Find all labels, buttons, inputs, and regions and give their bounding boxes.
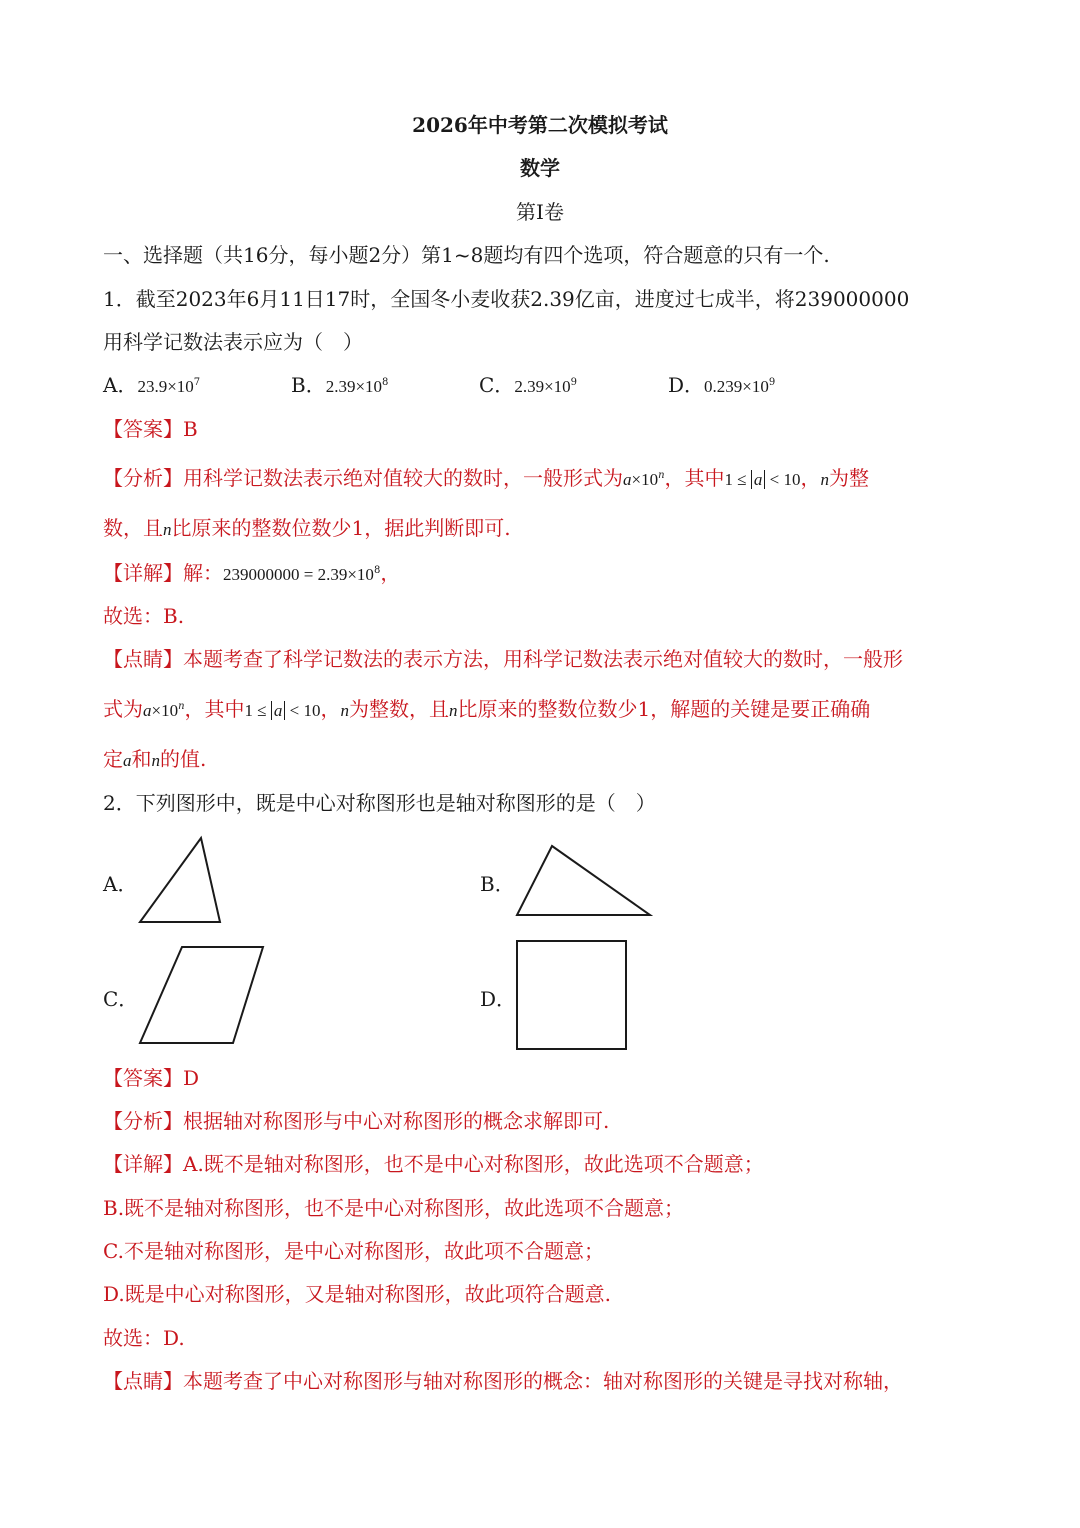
q1-option-a[interactable]: A．$23.9\times 10^7$ (103, 373, 201, 397)
section-heading: 一、选择题（共16分，每小题2分）第1~8题均有四个选项，符合题意的只有一个. (103, 243, 830, 267)
q2-option-b-label[interactable]: B． (480, 872, 515, 896)
exam-title: 2026年中考第二次模拟考试 (412, 113, 668, 137)
q1-analysis-line1: 【分析】用科学记数法表示绝对值较大的数时，一般形式为$a\times 10^n$，其中1 ≤ a < 10，n为整 (103, 466, 869, 490)
q2-stem: 2．下列图形中，既是中心对称图形也是轴对称图形的是（ ） (103, 791, 656, 815)
volume-title: 第Ⅰ卷 (516, 200, 564, 224)
q2-option-c-label[interactable]: C． (103, 987, 139, 1011)
q1-option-c[interactable]: C．$2.39\times 10^9$ (479, 373, 578, 397)
q1-stem-line1: 1．截至2023年6月11日17时，全国冬小麦收获2.39亿亩，进度过七成半，将239000000 (103, 287, 910, 311)
q1-tip-line3: 定a和n的值. (103, 747, 207, 771)
q1-analysis-line2: 数，且n比原来的整数位数少1，据此判断即可. (103, 516, 511, 540)
q2-detail-b: B.既不是轴对称图形，也不是中心对称图形，故此选项不合题意； (103, 1196, 685, 1220)
q2-tip: 【点睛】本题考查了中心对称图形与轴对称图形的概念：轴对称图形的关键是寻找对称轴， (103, 1369, 903, 1393)
q1-tip-line2: 式为$a\times 10^n$，其中1 ≤ a < 10，n为整数，且n比原来的整数位数少1，解题的关键是要正确确 (103, 697, 871, 721)
q2-answer: 【答案】D (103, 1066, 200, 1090)
q2-detail-a: 【详解】A.既不是轴对称图形，也不是中心对称图形，故此选项不合题意； (103, 1152, 764, 1176)
q2-analysis: 【分析】根据轴对称图形与中心对称图形的概念求解即可. (103, 1109, 610, 1133)
q1-detail: 【详解】解：$239000000 = 2.39\times 10^8$， (103, 561, 401, 585)
q1-answer: 【答案】B (103, 417, 198, 441)
parallelogram-icon[interactable] (138, 945, 266, 1046)
q2-detail-d: D.既是中心对称图形，又是轴对称图形，故此项符合题意. (103, 1282, 612, 1306)
q1-tip-line1: 【点睛】本题考查了科学记数法的表示方法，用科学记数法表示绝对值较大的数时，一般形 (103, 647, 903, 671)
q2-detail-c: C.不是轴对称图形，是中心对称图形，故此项不合题意； (103, 1239, 604, 1263)
q2-option-d-label[interactable]: D． (480, 987, 517, 1011)
square-icon[interactable] (516, 940, 628, 1052)
q2-choose: 故选：D. (103, 1326, 185, 1350)
q2-option-a-label[interactable]: A． (103, 872, 138, 896)
q1-option-b[interactable]: B．$2.39\times 10^8$ (291, 373, 389, 397)
q1-option-d[interactable]: D．$0.239\times 10^9$ (668, 373, 776, 397)
triangle-icon[interactable] (138, 836, 222, 926)
q1-choose: 故选：B. (103, 604, 185, 628)
q1-stem-line2: 用科学记数法表示应为（ ） (103, 330, 363, 354)
subject-title: 数学 (520, 156, 560, 180)
obtuse-triangle-icon[interactable] (515, 844, 653, 918)
